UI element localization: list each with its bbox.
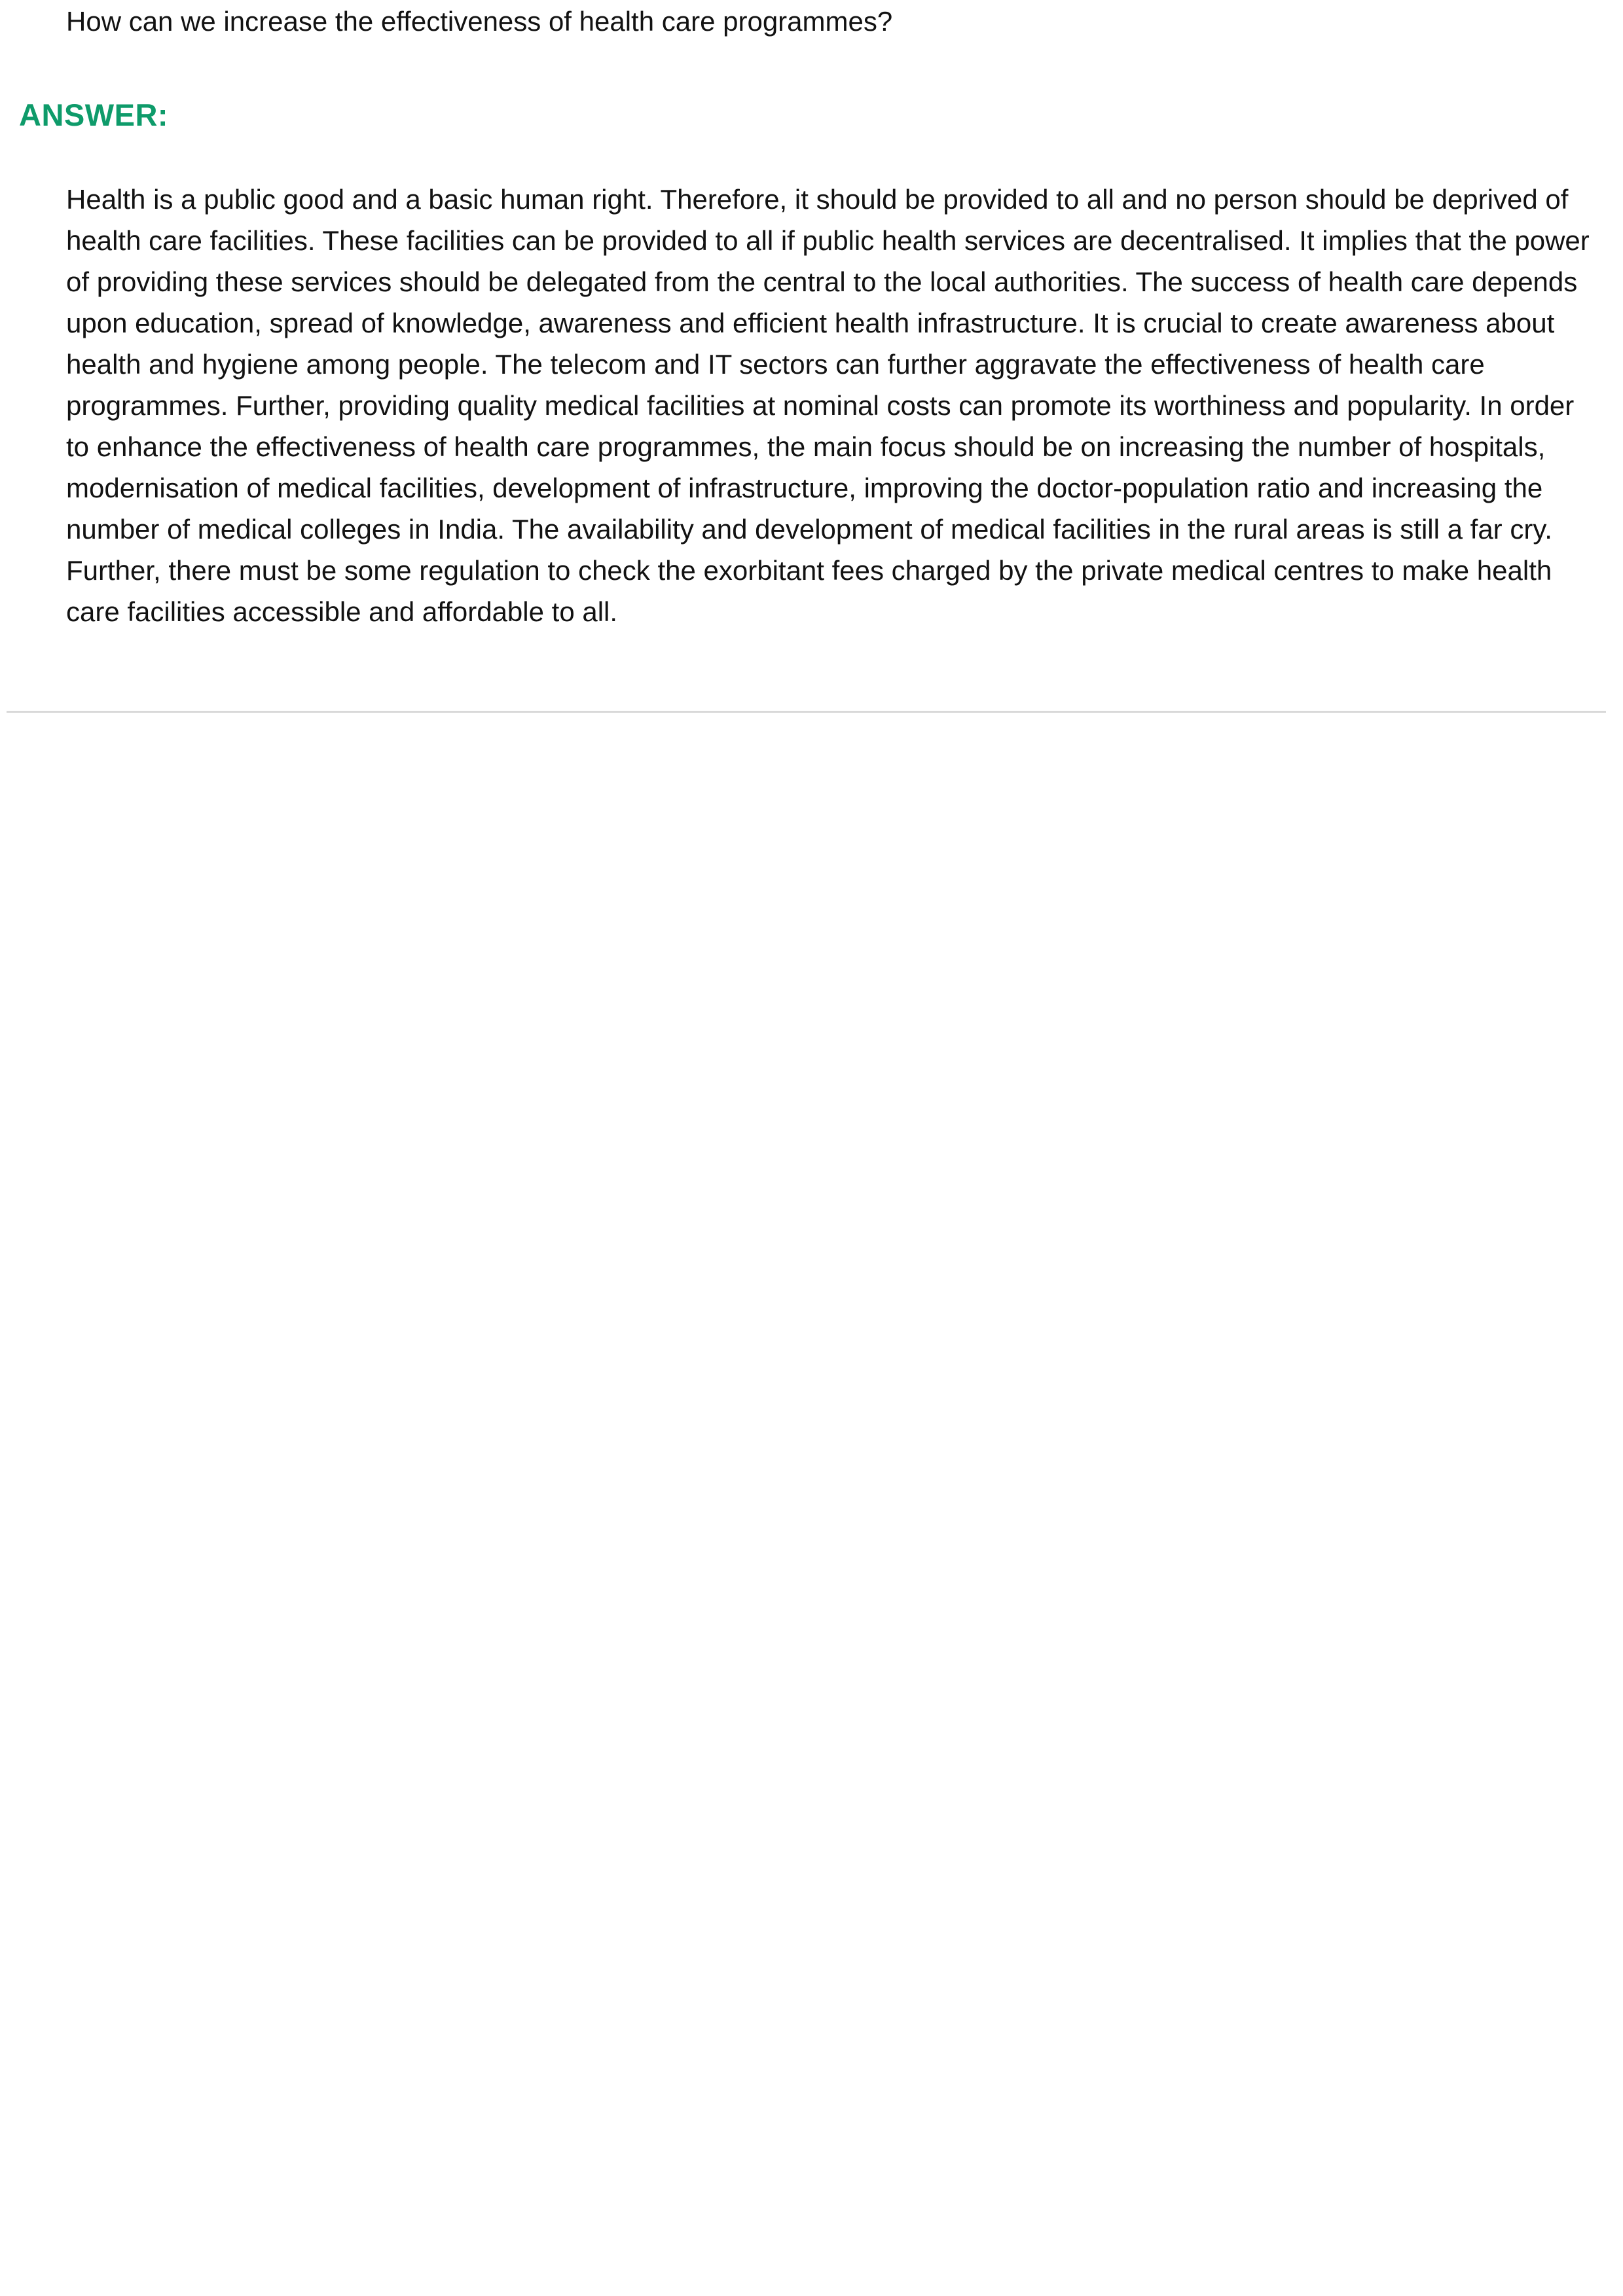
section-divider: [7, 711, 1606, 713]
question-text: How can we increase the effectiveness of health care programmes?: [66, 6, 893, 37]
answer-body-paragraph: Health is a public good and a basic human right. Therefore, it should be provided to all and no person should be deprived of health care facilities. These facilities can be provided to all if public health services are decentralised. It implies that the power of providing these services should be delegated from the central to the local authorities. The success of health care depends upon education, spread of knowledge, awareness and efficient health infrastructure. It is crucial to create awareness about health and hygiene among people. The telecom and IT sectors can further aggravate the effectiveness of health care programmes. Further, providing quality medical facilities at nominal costs can promote its worthiness and popularity. In order to enhance the effectiveness of health care programmes, the main focus should be on increasing the number of hospitals, modernisation of medical facilities, development of infrastructure, improving the doctor-population ratio and increasing the number of medical colleges in India. The availability and development of medical facilities in the rural areas is still a far cry. Further, there must be some regulation to check the exorbitant fees charged by the private medical centres to make health care facilities accessible and affordable to all.: [66, 184, 1590, 627]
answer-heading: ANSWER:: [19, 98, 169, 132]
